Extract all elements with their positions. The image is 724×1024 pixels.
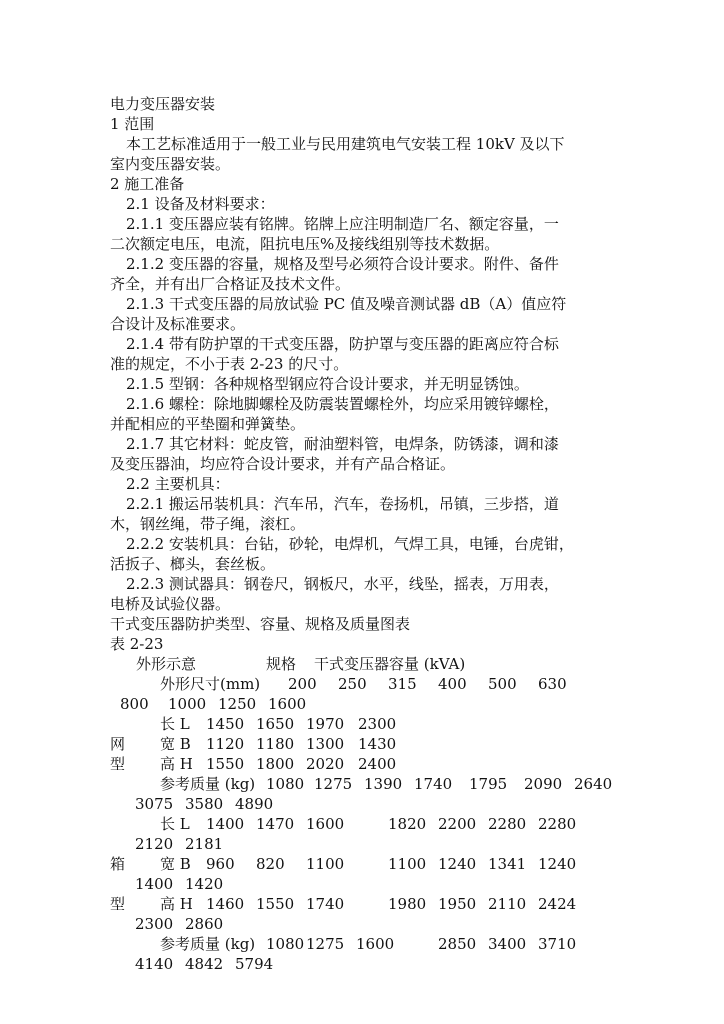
table-cell: 2280 [488,815,527,833]
table-cell: 4842 [185,955,224,973]
row-label: 参考质量 (kg) [160,935,256,953]
row-label: 参考质量 (kg) [160,775,256,793]
table-cell: 1100 [388,855,427,873]
subsection-heading: 2.1 设备及材料要求： [126,195,275,213]
paragraph-line: 2.2.3 测试器具：钢卷尺，钢板尺，水平，线坠，摇表，万用表， [126,575,559,593]
table-cell: 1950 [438,895,477,913]
spec-table [110,654,630,974]
table-cell: 1120 [206,735,245,753]
table-cell: 1970 [306,715,345,733]
table-cell: 630 [538,675,567,693]
table-cell: 2110 [488,895,527,913]
table-cell: 2850 [438,935,477,953]
type-label: 型 [110,755,126,773]
table-row [110,814,630,834]
paragraph-line: 齐全，并有出厂合格证及技术文件。 [110,275,351,293]
table-cell: 2020 [306,755,345,773]
table-cell: 2181 [185,835,224,853]
table-row-cont [110,834,630,854]
table-cell: 2120 [135,835,174,853]
paragraph-line: 2.1.3 干式变压器的局放试验 PC 值及噪音测试器 dB（A）值应符 [126,295,567,313]
paragraph-line: 准的规定，不小于表 2-23 的尺寸。 [110,355,349,373]
table-cell: 1100 [306,855,345,873]
paragraph-line: 本工艺标准适用于一般工业与民用建筑电气安装工程 10kV 及以下 [126,135,565,153]
table-cell: 1980 [388,895,427,913]
section-heading: 2 施工准备 [110,175,185,193]
table-row [110,734,630,754]
table-header-cell: 外形示意 [136,655,197,673]
table-cell: 2400 [358,755,397,773]
table-cell: 3075 [135,795,174,813]
table-cell: 1240 [538,855,577,873]
table-cell: 1080 [266,775,305,793]
paragraph-line: 二次额定电压，电流，阻抗电压%及接线组别等技术数据。 [110,235,500,253]
row-label: 长 L [160,715,190,733]
table-cell: 820 [256,855,285,873]
table-cell: 1275 [314,775,353,793]
paragraph-line: 室内变压器安装。 [110,155,231,173]
table-cell: 1390 [364,775,403,793]
table-row-cont [110,914,630,934]
table-header-cell: 干式变压器容量 (kVA) [314,655,466,673]
table-cell: 1430 [358,735,397,753]
paragraph-line: 2.2.2 安装机具：台钻，砂轮，电焊机，气焊工具，电锤，台虎钳， [126,535,574,553]
table-row [110,754,630,774]
type-label: 箱 [110,855,126,873]
table-cell: 4140 [135,955,174,973]
table-cell: 1250 [218,695,257,713]
table-header-cell: 规格 [266,655,297,673]
table-cell: 2200 [438,815,477,833]
table-cell: 1000 [168,695,207,713]
table-cell: 800 [120,695,149,713]
table-cell: 1470 [256,815,295,833]
size-label: 外形尺寸(mm) [160,675,261,693]
table-cell: 1740 [306,895,345,913]
table-cell: 500 [488,675,517,693]
table-cell: 1300 [306,735,345,753]
table-cell: 1600 [356,935,395,953]
table-cell: 1820 [388,815,427,833]
table-cell: 400 [438,675,467,693]
row-label: 宽 B [160,735,191,753]
table-row-cont [110,954,630,974]
section-heading: 1 范围 [110,115,155,133]
table-cell: 2280 [538,815,577,833]
row-label: 长 L [160,815,190,833]
table-cell: 3400 [488,935,527,953]
paragraph-line: 合设计及标准要求。 [110,315,246,333]
capacity-row-cont [110,694,630,714]
table-cell: 1550 [206,755,245,773]
table-row-cont [110,794,630,814]
table-row [110,934,630,954]
table-cell: 2640 [574,775,613,793]
table-caption: 干式变压器防护类型、容量、规格及质量图表 [110,615,411,633]
table-cell: 1460 [206,895,245,913]
type-label: 网 [110,735,126,753]
table-cell: 250 [338,675,367,693]
paragraph-line: 2.1.7 其它材料：蛇皮管，耐油塑料管，电焊条，防锈漆，调和漆 [126,435,559,453]
table-cell: 4890 [235,795,274,813]
table-cell: 1650 [256,715,295,733]
paragraph-line: 并配相应的平垫圈和弹簧垫。 [110,415,306,433]
table-cell: 1600 [268,695,307,713]
paragraph-line: 活扳子、榔头，套丝板。 [110,555,276,573]
table-cell: 2300 [135,915,174,933]
table-cell: 200 [288,675,317,693]
table-cell: 2424 [538,895,577,913]
table-cell: 1080 [266,935,305,953]
table-cell: 1450 [206,715,245,733]
table-row [110,714,630,734]
table-cell: 1800 [256,755,295,773]
paragraph-line: 2.1.6 螺栓：除地脚螺栓及防震装置螺栓外，均应采用镀锌螺栓， [126,395,559,413]
table-cell: 315 [388,675,417,693]
table-cell: 1420 [185,875,224,893]
document-title: 电力变压器安装 [110,95,216,113]
table-cell: 2860 [185,915,224,933]
table-cell: 1600 [306,815,345,833]
document-page [110,94,630,974]
table-cell: 1550 [256,895,295,913]
paragraph-line: 及变压器油，均应符合设计要求，并有产品合格证。 [110,455,456,473]
table-row [110,894,630,914]
table-cell: 960 [206,855,235,873]
paragraph-line: 电桥及试验仪器。 [110,595,231,613]
table-cell: 1400 [206,815,245,833]
table-cell: 1740 [414,775,453,793]
table-cell: 3580 [185,795,224,813]
paragraph-line: 2.1.2 变压器的容量，规格及型号必须符合设计要求。附件、备件 [126,255,559,273]
table-header-row [110,654,630,674]
table-cell: 1240 [438,855,477,873]
table-row [110,774,630,794]
table-cell: 1341 [488,855,527,873]
paragraph-line: 2.2.1 搬运吊装机具：汽车吊，汽车，卷扬机，吊镇，三步搭，道 [126,495,559,513]
type-label: 型 [110,895,126,913]
row-label: 高 H [160,895,193,913]
table-cell: 1275 [306,935,345,953]
paragraph-line: 2.1.4 带有防护罩的干式变压器，防护罩与变压器的距离应符合标 [126,335,559,353]
table-row [110,854,630,874]
capacity-row [110,674,630,694]
paragraph-line: 2.1.5 型钢：各种规格型钢应符合设计要求，并无明显锈蚀。 [126,375,529,393]
paragraph-line: 2.1.1 变压器应装有铭牌。铭牌上应注明制造厂名、额定容量，一 [126,215,559,233]
table-cell: 5794 [235,955,274,973]
table-cell: 2090 [524,775,563,793]
table-number: 表 2-23 [110,635,164,653]
table-row-cont [110,874,630,894]
row-label: 宽 B [160,855,191,873]
table-cell: 1795 [469,775,508,793]
paragraph-line: 木，钢丝绳，带子绳，滚杠。 [110,515,306,533]
table-cell: 1180 [256,735,295,753]
table-cell: 3710 [538,935,577,953]
table-cell: 1400 [135,875,174,893]
table-cell: 2300 [358,715,397,733]
subsection-heading: 2.2 主要机具： [126,475,230,493]
row-label: 高 H [160,755,193,773]
